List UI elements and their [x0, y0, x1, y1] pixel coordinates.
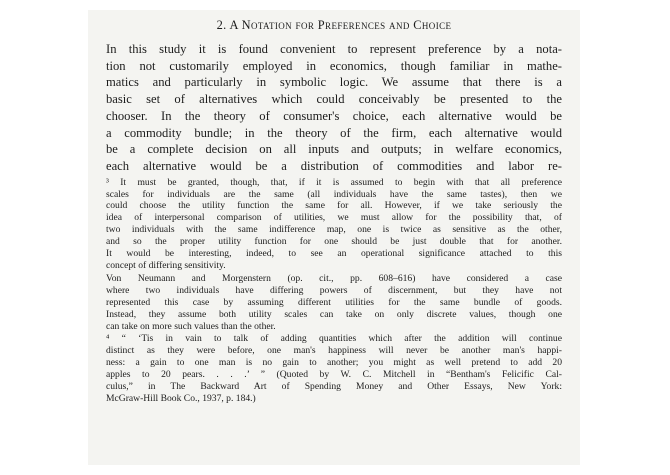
footnote-line: represented this case by assuming different utilities for the same bundle of goods.	[106, 296, 562, 308]
footnote-line: can take on more such values than the other.	[106, 320, 276, 332]
footnote-line: Instead, they assume both utility scales can take on only discrete values, though one	[106, 308, 562, 320]
scanned-page	[88, 10, 580, 465]
footnote-line: distinct as they were before, one man's happiness will never be another man's happi-	[106, 345, 562, 357]
body-paragraph	[106, 41, 562, 175]
footnote-line: apples to 20 pears. . . .’ ” (Quoted by W. C. Mitchell in “Bentham's Felicific Cal-	[106, 369, 562, 381]
page-content	[106, 17, 562, 405]
footnote-line: It would be interesting, indeed, to see an operational significance attached to this	[106, 248, 562, 260]
footnote-line: ness: a gain to one man is no gain to another; you might as well pretend to add 20	[106, 357, 562, 369]
footnote-line: idea of interpersonal comparison of utilities, we must allow for the possibility that, of	[106, 212, 562, 224]
footnote-3	[106, 177, 562, 272]
footnotes	[106, 177, 562, 405]
body-line: In this study it is found convenient to represent preference by a nota-	[106, 42, 562, 56]
body-line: basic set of alternatives which could conceivably be presented to the	[106, 92, 562, 107]
footnote-line: two individuals with the same indifference map, one is twice as sensitive as the other,	[106, 224, 562, 236]
section-title: 2. A Notation for Preferences and Choice	[216, 18, 452, 32]
footnote-line: could choose the utility function the same for all. However, if we take seriously the	[106, 200, 562, 212]
footnote-4	[106, 333, 562, 404]
footnote-line: and so the proper utility function for one should be just double that for another.	[106, 236, 562, 248]
body-line: matics and particularly in symbolic logic. We assume that there is a	[106, 75, 562, 90]
footnote-line: scales for individuals are the same (all individuals have the same tastes), then we	[106, 188, 562, 200]
footnote-line: Von Neumann and Morgenstern (op. cit., pp. 608–616) have considered a case	[106, 272, 562, 284]
footnote-line: McGraw-Hill Book Co., 1937, p. 184.)	[106, 392, 256, 404]
footnote-line: culus,” in The Backward Art of Spending Money and Other Essays, New York:	[106, 381, 562, 393]
body-line: chooser. In the theory of consumer's choice, each alternative would be	[106, 108, 562, 123]
footnote-3-continued	[106, 273, 562, 333]
footnote-line: ⁴ “ ‘Tis in vain to talk of adding quantities which after the addition will continue	[106, 333, 562, 345]
footnote-line: where two individuals have differing powers of discernment, but they have not	[106, 284, 562, 296]
footnote-line: concept of differing sensitivity.	[106, 259, 226, 271]
body-line: be a complete decision on all inputs and outputs; in welfare economics,	[106, 142, 562, 157]
body-line: a commodity bundle; in the theory of the firm, each alternative would	[106, 125, 562, 140]
footnote-line: ³ It must be granted, though, that, if it is assumed to begin with that all preference	[106, 176, 562, 188]
body-line: each alternative would be a distribution of commodities and labor re-	[106, 158, 562, 173]
body-line: tion not customarily employed in economics, though familiar in mathe-	[106, 58, 562, 73]
